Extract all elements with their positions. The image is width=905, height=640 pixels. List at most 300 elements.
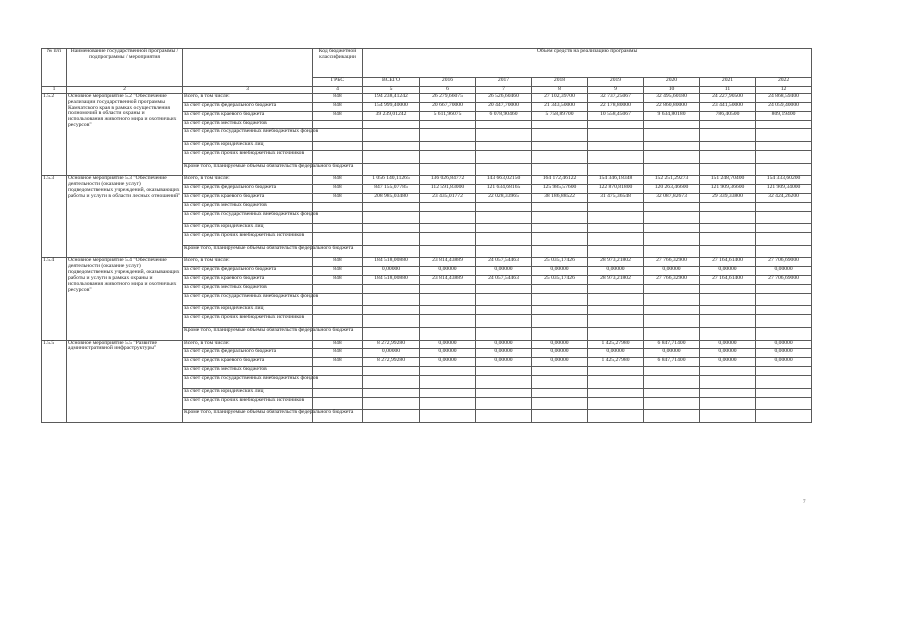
grbs-cell: 848 xyxy=(313,358,363,367)
value-cell xyxy=(700,233,756,246)
value-cell: 0,00000 xyxy=(700,349,756,358)
value-cell xyxy=(644,211,700,224)
funding-source-label: за счет средств краевого бюджета xyxy=(183,276,313,285)
funding-source-label: за счет средств государственных внебюджетных фондов xyxy=(183,129,313,142)
header-year: 2022 xyxy=(756,78,812,87)
header-year: 2017 xyxy=(476,78,532,87)
funding-source-label: за счет средств краевого бюджета xyxy=(183,358,313,367)
header-year: 2021 xyxy=(700,78,756,87)
column-number: 4 xyxy=(313,87,363,94)
grbs-cell: 848 xyxy=(313,93,363,102)
funding-source-label: Всего, в том числе: xyxy=(183,258,313,267)
value-cell: 26 279,66075 xyxy=(420,93,476,102)
value-cell: 32 737,25067 xyxy=(588,93,644,102)
value-cell xyxy=(700,367,756,376)
funding-source-label: за счет средств местных бюджетов xyxy=(183,202,313,211)
header-no: № п/п xyxy=(42,49,67,87)
value-cell xyxy=(756,120,812,129)
value-cell xyxy=(363,150,420,163)
value-cell xyxy=(588,410,644,423)
value-cell xyxy=(363,376,420,389)
funding-source-label: Кроме того, планируемые объемы обязательств федерального бюджета xyxy=(183,327,313,340)
value-cell: 27 102,39700 xyxy=(532,93,588,102)
header-year: 2016 xyxy=(420,78,476,87)
value-cell xyxy=(700,285,756,294)
value-cell: 27 706,69000 xyxy=(756,258,812,267)
funding-source-label: за счет средств федерального бюджета xyxy=(183,102,313,111)
grbs-cell: 848 xyxy=(313,111,363,120)
value-cell: 152 251,29273 xyxy=(644,176,700,185)
value-cell: 120 263,46600 xyxy=(644,184,700,193)
value-cell: 9 634,80180 xyxy=(644,111,700,120)
grbs-cell xyxy=(313,224,363,233)
value-cell xyxy=(420,224,476,233)
value-cell xyxy=(756,233,812,246)
value-cell: 24 227,90500 xyxy=(700,93,756,102)
table-row xyxy=(42,340,812,349)
value-cell xyxy=(363,285,420,294)
value-cell: 121 909,36600 xyxy=(700,184,756,193)
value-cell: 25 035,17426 xyxy=(532,258,588,267)
value-cell xyxy=(756,202,812,211)
value-cell xyxy=(644,376,700,389)
value-cell: 847 155,07785 xyxy=(363,184,420,193)
value-cell: 20 447,70000 xyxy=(476,102,532,111)
value-cell: 194 238,41242 xyxy=(363,93,420,102)
value-cell: 27 164,61400 xyxy=(700,276,756,285)
value-cell: 31 475,36548 xyxy=(588,193,644,202)
value-cell: 0,00000 xyxy=(420,267,476,276)
funding-source-label: Кроме того, планируемые объемы обязательств федерального бюджета xyxy=(183,245,313,258)
value-cell xyxy=(644,224,700,233)
value-cell: 0,00000 xyxy=(756,267,812,276)
header-year: 2018 xyxy=(532,78,588,87)
value-cell xyxy=(756,410,812,423)
value-cell xyxy=(644,245,700,258)
table-row xyxy=(42,258,812,267)
value-cell: 0,00000 xyxy=(588,267,644,276)
value-cell xyxy=(532,129,588,142)
measure-name: Основное мероприятие 5.2 "Обеспечение реализации государственной программы Камчатского края в рамках осуществления полномочий в области охраны и использования животного мира и охотничьих ресурсов" xyxy=(67,93,183,175)
value-cell xyxy=(363,233,420,246)
value-cell xyxy=(700,245,756,258)
value-cell xyxy=(363,397,420,410)
measure-name: Основное мероприятие 5.5 "Развитие административной инфраструктуры" xyxy=(67,340,183,422)
value-cell xyxy=(476,163,532,176)
value-cell xyxy=(644,388,700,397)
value-cell xyxy=(588,150,644,163)
value-cell: 136 026,84772 xyxy=(420,176,476,185)
value-cell: 1 425,27980 xyxy=(588,358,644,367)
value-cell xyxy=(756,397,812,410)
value-cell xyxy=(700,163,756,176)
value-cell xyxy=(700,388,756,397)
value-cell xyxy=(532,211,588,224)
value-cell: 22 178,80000 xyxy=(588,102,644,111)
value-cell: 39 239,01242 xyxy=(363,111,420,120)
value-cell xyxy=(700,315,756,328)
value-cell xyxy=(588,224,644,233)
value-cell xyxy=(532,120,588,129)
column-number: 2 xyxy=(67,87,183,94)
value-cell: 6 078,90460 xyxy=(476,111,532,120)
value-cell xyxy=(700,376,756,389)
value-cell xyxy=(420,202,476,211)
value-cell: 8 272,99280 xyxy=(363,358,420,367)
header-volume: Объем средств на реализацию программы xyxy=(363,49,812,78)
value-cell xyxy=(588,120,644,129)
value-cell xyxy=(588,202,644,211)
measure-number: 1.5.5 xyxy=(42,340,67,422)
value-cell xyxy=(588,293,644,306)
value-cell xyxy=(644,327,700,340)
column-number: 5 xyxy=(363,87,420,94)
value-cell: 0,00000 xyxy=(476,349,532,358)
value-cell: 0,00000 xyxy=(476,267,532,276)
value-cell: 5 611,96075 xyxy=(420,111,476,120)
funding-source-label: за счет средств юридических лиц xyxy=(183,306,313,315)
funding-source-label: за счет средств прочих внебюджетных источников xyxy=(183,315,313,328)
value-cell: 27 766,32900 xyxy=(644,276,700,285)
value-cell xyxy=(420,327,476,340)
funding-source-label: за счет средств юридических лиц xyxy=(183,388,313,397)
grbs-cell: 848 xyxy=(313,349,363,358)
value-cell xyxy=(644,285,700,294)
value-cell xyxy=(588,233,644,246)
value-cell xyxy=(420,367,476,376)
value-cell: 0,00000 xyxy=(420,358,476,367)
value-cell xyxy=(532,327,588,340)
grbs-cell xyxy=(313,367,363,376)
value-cell: 154 346,18348 xyxy=(588,176,644,185)
value-cell xyxy=(532,233,588,246)
value-cell xyxy=(476,211,532,224)
value-cell xyxy=(588,245,644,258)
value-cell xyxy=(420,376,476,389)
value-cell: 0,00000 xyxy=(644,267,700,276)
grbs-cell xyxy=(313,233,363,246)
value-cell: 24 057,54463 xyxy=(476,276,532,285)
grbs-cell: 848 xyxy=(313,276,363,285)
value-cell xyxy=(532,410,588,423)
column-number: 12 xyxy=(756,87,812,94)
value-cell xyxy=(532,224,588,233)
value-cell xyxy=(420,388,476,397)
value-cell xyxy=(420,293,476,306)
grbs-cell xyxy=(313,120,363,129)
column-number: 1 xyxy=(42,87,67,94)
value-cell xyxy=(476,293,532,306)
value-cell: 122 870,81800 xyxy=(588,184,644,193)
value-cell xyxy=(476,233,532,246)
header-total: ВСЕГО xyxy=(363,78,420,87)
value-cell xyxy=(420,163,476,176)
value-cell: 24 059,40000 xyxy=(756,102,812,111)
value-cell xyxy=(644,306,700,315)
value-cell xyxy=(756,285,812,294)
value-cell xyxy=(644,150,700,163)
value-cell: 8 272,99280 xyxy=(363,340,420,349)
value-cell: 21 343,50000 xyxy=(532,102,588,111)
measure-number: 1.5.4 xyxy=(42,258,67,340)
measure-number: 1.5.2 xyxy=(42,93,67,175)
value-cell xyxy=(756,211,812,224)
grbs-cell xyxy=(313,306,363,315)
funding-source-label: за счет средств федерального бюджета xyxy=(183,267,313,276)
value-cell xyxy=(363,245,420,258)
column-number: 6 xyxy=(420,87,476,94)
value-cell xyxy=(476,202,532,211)
value-cell xyxy=(588,211,644,224)
grbs-cell xyxy=(313,388,363,397)
value-cell xyxy=(756,388,812,397)
value-cell xyxy=(532,367,588,376)
value-cell xyxy=(644,202,700,211)
header-source xyxy=(183,49,313,87)
value-cell xyxy=(588,142,644,151)
value-cell: 0,00000 xyxy=(700,340,756,349)
value-cell: 32 495,60180 xyxy=(644,93,700,102)
value-cell: 22 028,33965 xyxy=(476,193,532,202)
value-cell xyxy=(363,388,420,397)
value-cell xyxy=(588,285,644,294)
value-cell xyxy=(700,327,756,340)
value-cell xyxy=(420,315,476,328)
value-cell xyxy=(363,306,420,315)
value-cell: 0,00000 xyxy=(700,358,756,367)
value-cell xyxy=(700,150,756,163)
value-cell xyxy=(644,367,700,376)
value-cell xyxy=(420,410,476,423)
value-cell xyxy=(420,306,476,315)
value-cell xyxy=(363,120,420,129)
measure-name: Основное мероприятие 5.4 "Обеспечение деятельности (оказание услуг) подведомственных учреждений, оказывающих работы и услуги в рамках охраны и использования животного мира и охотничьих ресурсов" xyxy=(67,258,183,340)
funding-source-label: за счет средств краевого бюджета xyxy=(183,111,313,120)
grbs-cell xyxy=(313,293,363,306)
value-cell: 0,00000 xyxy=(532,340,588,349)
value-cell xyxy=(532,306,588,315)
value-cell xyxy=(700,142,756,151)
value-cell xyxy=(756,315,812,328)
value-cell: 121 909,34000 xyxy=(756,184,812,193)
value-cell: 154 999,40000 xyxy=(363,102,420,111)
value-cell xyxy=(363,142,420,151)
value-cell xyxy=(363,410,420,423)
value-cell: 26 526,60460 xyxy=(476,93,532,102)
value-cell xyxy=(532,142,588,151)
funding-source-label: за счет средств прочих внебюджетных источников xyxy=(183,397,313,410)
value-cell xyxy=(476,315,532,328)
grbs-cell xyxy=(313,397,363,410)
value-cell xyxy=(420,285,476,294)
value-cell: 23 814,43889 xyxy=(420,258,476,267)
grbs-cell: 848 xyxy=(313,340,363,349)
value-cell: 25 035,17426 xyxy=(532,276,588,285)
value-cell xyxy=(476,306,532,315)
grbs-cell xyxy=(313,202,363,211)
value-cell xyxy=(700,397,756,410)
value-cell xyxy=(363,202,420,211)
value-cell: 32 424,26200 xyxy=(756,193,812,202)
header-kbk: Код бюджетной классификации xyxy=(313,49,363,78)
value-cell xyxy=(756,142,812,151)
grbs-cell: 848 xyxy=(313,258,363,267)
grbs-cell xyxy=(313,211,363,224)
value-cell: 0,00000 xyxy=(476,340,532,349)
value-cell: 0,00000 xyxy=(532,349,588,358)
value-cell xyxy=(363,211,420,224)
value-cell xyxy=(476,224,532,233)
value-cell: 23 814,43889 xyxy=(420,276,476,285)
funding-source-label: Кроме того, планируемые объемы обязательств федерального бюджета xyxy=(183,410,313,423)
value-cell xyxy=(532,150,588,163)
funding-source-label: за счет средств прочих внебюджетных источников xyxy=(183,150,313,163)
value-cell xyxy=(420,150,476,163)
funding-source-label: за счет средств федерального бюджета xyxy=(183,349,313,358)
value-cell xyxy=(363,293,420,306)
value-cell xyxy=(420,142,476,151)
value-cell xyxy=(644,293,700,306)
funding-source-label: за счет средств государственных внебюджетных фондов xyxy=(183,376,313,389)
value-cell xyxy=(363,327,420,340)
header-grbs: ГРБС xyxy=(313,78,363,87)
value-cell: 23 435,01772 xyxy=(420,193,476,202)
value-cell xyxy=(588,315,644,328)
value-cell: 6 847,71400 xyxy=(644,340,700,349)
value-cell xyxy=(700,211,756,224)
value-cell xyxy=(756,150,812,163)
value-cell xyxy=(756,245,812,258)
funding-source-label: за счет средств местных бюджетов xyxy=(183,120,313,129)
table-body xyxy=(42,49,812,423)
grbs-cell: 848 xyxy=(313,102,363,111)
value-cell: 27 164,61400 xyxy=(700,258,756,267)
funding-source-label: Кроме того, планируемые объемы обязательств федерального бюджета xyxy=(183,163,313,176)
value-cell xyxy=(420,211,476,224)
value-cell xyxy=(644,142,700,151)
value-cell xyxy=(700,129,756,142)
grbs-cell xyxy=(313,285,363,294)
column-number: 9 xyxy=(588,87,644,94)
value-cell xyxy=(532,397,588,410)
column-number: 11 xyxy=(700,87,756,94)
value-cell: 125 985,57600 xyxy=(532,184,588,193)
header-name: Наименование государственной программы / подпрограммы / мероприятия xyxy=(67,49,183,87)
value-cell xyxy=(363,163,420,176)
value-cell xyxy=(700,410,756,423)
value-cell xyxy=(476,142,532,151)
value-cell: 0,00000 xyxy=(588,349,644,358)
value-cell xyxy=(532,376,588,389)
value-cell: 1 056 140,11265 xyxy=(363,176,420,185)
page-number: 7 xyxy=(803,500,806,505)
value-cell xyxy=(476,367,532,376)
header-row xyxy=(42,49,812,78)
header-year: 2019 xyxy=(588,78,644,87)
value-cell xyxy=(532,245,588,258)
value-cell: 0,00000 xyxy=(363,349,420,358)
grbs-cell: 848 xyxy=(313,267,363,276)
value-cell xyxy=(644,129,700,142)
value-cell xyxy=(588,306,644,315)
value-cell xyxy=(476,410,532,423)
value-cell: 32 087,82673 xyxy=(644,193,700,202)
value-cell: 0,00000 xyxy=(476,358,532,367)
value-cell: 208 985,03480 xyxy=(363,193,420,202)
grbs-cell xyxy=(313,315,363,328)
grbs-cell: 848 xyxy=(313,176,363,185)
value-cell: 20 667,70000 xyxy=(420,102,476,111)
value-cell xyxy=(588,163,644,176)
value-cell: 184 518,00880 xyxy=(363,258,420,267)
value-cell: 786,40500 xyxy=(700,111,756,120)
funding-source-label: Всего, в том числе: xyxy=(183,93,313,102)
value-cell xyxy=(700,224,756,233)
header-year: 2020 xyxy=(644,78,700,87)
value-cell xyxy=(756,224,812,233)
value-cell xyxy=(420,245,476,258)
value-cell: 154 333,60200 xyxy=(756,176,812,185)
value-cell xyxy=(756,163,812,176)
value-cell: 184 518,00880 xyxy=(363,276,420,285)
value-cell xyxy=(420,397,476,410)
column-number: 3 xyxy=(183,87,313,94)
value-cell: 23 441,50000 xyxy=(700,102,756,111)
value-cell xyxy=(588,388,644,397)
value-cell: 24 868,59400 xyxy=(756,93,812,102)
measure-name: Основное мероприятие 5.3 "Обеспечение деятельности (оказание услуг) подведомственных учреждений, оказывающих работы и услуги в области лесных отношений" xyxy=(67,176,183,258)
value-cell xyxy=(476,120,532,129)
table-row xyxy=(42,176,812,185)
table-row xyxy=(42,93,812,102)
value-cell xyxy=(420,120,476,129)
value-cell xyxy=(644,410,700,423)
value-cell xyxy=(588,397,644,410)
value-cell: 164 172,46122 xyxy=(532,176,588,185)
funding-source-label: Всего, в том числе: xyxy=(183,176,313,185)
value-cell: 22 860,80000 xyxy=(644,102,700,111)
value-cell xyxy=(588,367,644,376)
grbs-cell xyxy=(313,142,363,151)
value-cell: 28 973,21802 xyxy=(588,276,644,285)
grbs-cell: 848 xyxy=(313,184,363,193)
value-cell xyxy=(476,327,532,340)
funding-source-label: за счет средств местных бюджетов xyxy=(183,367,313,376)
funding-source-label: за счет средств местных бюджетов xyxy=(183,285,313,294)
value-cell xyxy=(700,120,756,129)
value-cell: 10 558,45067 xyxy=(588,111,644,120)
value-cell xyxy=(476,388,532,397)
value-cell: 27 706,69000 xyxy=(756,276,812,285)
value-cell xyxy=(476,376,532,389)
value-cell xyxy=(756,327,812,340)
value-cell xyxy=(644,163,700,176)
value-cell xyxy=(363,224,420,233)
value-cell: 0,00000 xyxy=(756,349,812,358)
grbs-cell xyxy=(313,129,363,142)
value-cell: 29 339,33800 xyxy=(700,193,756,202)
value-cell: 121 634,68165 xyxy=(476,184,532,193)
value-cell xyxy=(756,129,812,142)
measure-number: 1.5.3 xyxy=(42,176,67,258)
value-cell xyxy=(756,367,812,376)
value-cell xyxy=(756,293,812,306)
grbs-cell: 848 xyxy=(313,193,363,202)
value-cell xyxy=(532,388,588,397)
grbs-cell xyxy=(313,376,363,389)
value-cell: 24 057,54463 xyxy=(476,258,532,267)
value-cell xyxy=(756,376,812,389)
